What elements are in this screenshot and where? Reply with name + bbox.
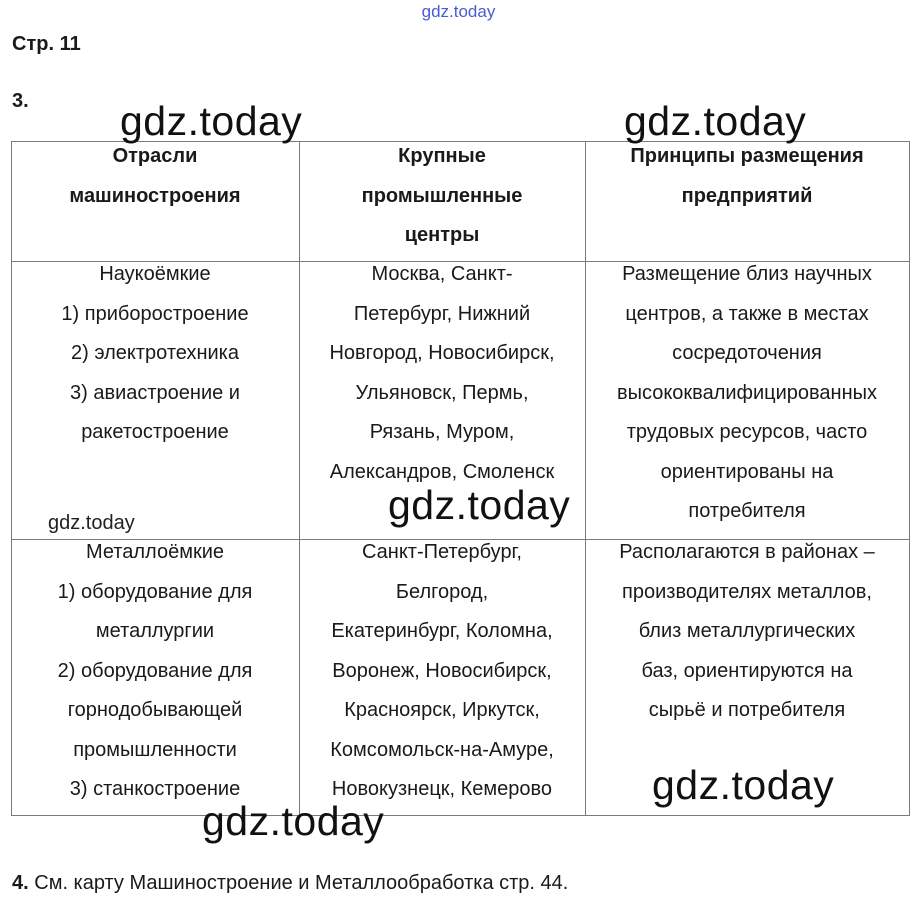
task-4-number: 4.	[12, 872, 29, 894]
watermark: gdz.today	[652, 762, 835, 808]
row2-centers: Санкт-Петербург, Белгород, Екатеринбург, Коломна, Воронеж, Новосибирск, Красноярск, Иркутск, Комсомольск-на-Амуре, Новокузнецк, Кемерово	[330, 541, 554, 800]
row2-industry: Металлоёмкие 1) оборудование для металлургии 2) оборудование для горнодобывающей промышленности 3) станкостроение	[57, 541, 253, 800]
row2-principles: Располагаются в районах – производителях металлов, близ металлургических баз, ориентируются на сырьё и потребителя	[619, 541, 875, 721]
site-watermark-top: gdz.today	[421, 2, 496, 21]
task-4-line	[12, 872, 568, 895]
watermark: gdz.today	[120, 98, 303, 144]
page-reference: Стр. 11	[12, 33, 81, 55]
watermark: gdz.today	[388, 482, 571, 528]
industries-table	[11, 141, 910, 816]
table-border-bottom	[11, 815, 910, 816]
task-number: 3.	[12, 90, 29, 112]
row1-centers: Москва, Санкт- Петербург, Нижний Новгород, Новосибирск, Ульяновск, Пермь, Рязань, Муром, Александров, Смоленск	[329, 263, 555, 483]
watermark: gdz.today	[202, 798, 385, 844]
row1-principles: Размещение близ научных центров, а также в местах сосредоточения высококвалифицированных трудовых ресурсов, часто ориентированы на потребителя	[616, 263, 878, 522]
watermark: gdz.today	[624, 98, 807, 144]
header-centers: Крупные промышленные центры	[361, 145, 523, 246]
header-principles: Принципы размещения предприятий	[630, 145, 864, 207]
row1-industry: Наукоёмкие 1) приборостроение 2) электротехника 3) авиастроение и ракетостроение	[61, 263, 249, 443]
watermark: gdz.today	[48, 512, 135, 534]
table-border-right	[909, 141, 910, 816]
task-4-text: См. карту Машиностроение и Металлообработка стр. 44.	[28, 872, 569, 894]
header-industries: Отрасли машиностроения	[69, 145, 241, 207]
